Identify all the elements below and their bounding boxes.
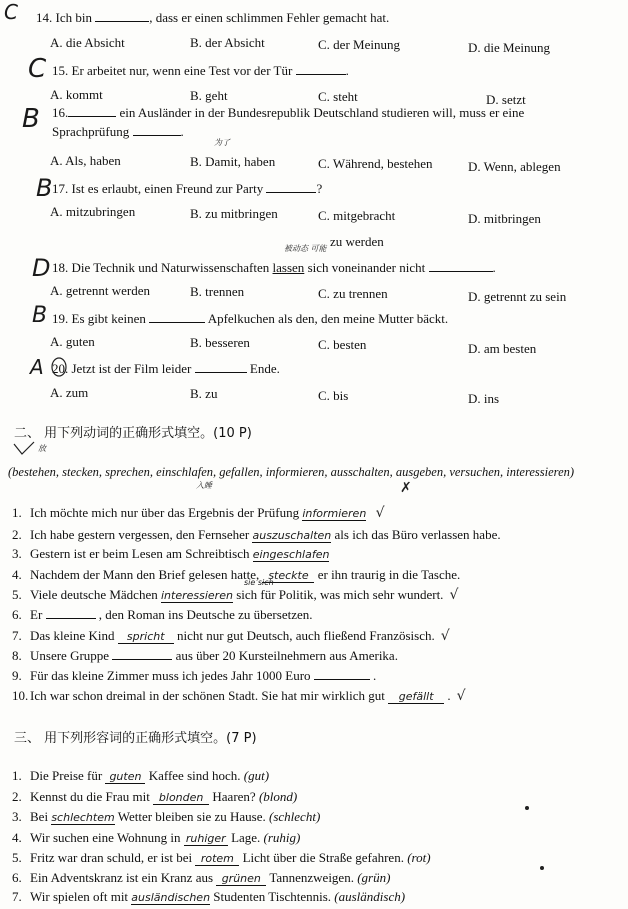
answer-mark-20: A: [30, 355, 44, 379]
handwritten-note-wordlist: 入睡: [196, 481, 212, 490]
option-16-a: A. Als, haben: [50, 153, 121, 168]
answer-blank: eingeschlafen: [252, 548, 330, 561]
question-18: 18. Die Technik und Naturwissenschaften lassen sich voneinander nicht .: [52, 260, 496, 275]
item-text-tail: , den Roman ins Deutsche zu übersetzen.: [98, 607, 313, 622]
check-mark: √: [440, 628, 450, 644]
option-20-b: B. zu: [190, 386, 218, 401]
item-number: 7.: [12, 628, 22, 643]
option-18-d: D. getrennt zu sein: [468, 289, 567, 304]
item-number: 3.: [12, 809, 22, 824]
answer-blank: blonden: [153, 791, 209, 805]
item-text: Viele deutsche Mädchen: [30, 587, 158, 602]
answer-blank: interessieren: [160, 589, 233, 602]
item-number: 9.: [12, 668, 22, 683]
question-15: 15. Er arbeitet nur, wenn eine Test vor der Tür .: [52, 63, 349, 78]
answer-blank: [46, 618, 96, 619]
blank: [296, 74, 346, 75]
section-2-item: [12, 505, 385, 521]
item-text: Ich war schon dreimal in der schönen Stadt. Sie hat mir wirklich gut: [30, 688, 385, 703]
option-19-c: C. besten: [318, 337, 367, 352]
section-3-item: [12, 870, 390, 886]
blank: [429, 271, 493, 272]
option-14-b: B. der Absicht: [190, 35, 265, 50]
option-16-b: B. Damit, haben: [190, 154, 276, 169]
item-text: Ich möchte mich nur über das Ergebnis der Prüfung: [30, 505, 300, 520]
item-text: Wir suchen eine Wohnung in: [30, 830, 181, 845]
answer-blank: rotem: [195, 852, 239, 866]
item-number: 4.: [12, 567, 22, 582]
answer-mark-18: D: [32, 254, 51, 282]
item-text-tail: aus über 20 Kursteilnehmern aus Amerika.: [175, 648, 398, 663]
answer-blank: spricht: [118, 630, 174, 644]
answer-blank: [314, 679, 370, 680]
word-list: (bestehen, stecken, sprechen, einschlafen, gefallen, informieren, ausschalten, ausgeben, versuchen, interessieren): [8, 465, 575, 479]
blank: [133, 135, 181, 136]
check-mark: √: [456, 688, 466, 704]
option-16-d: D. Wenn, ablegen: [468, 159, 561, 174]
ink-dot: [525, 806, 529, 810]
answer-blank: steckte: [262, 569, 314, 583]
item-hint: (ruhig): [263, 830, 301, 845]
item-text: Fritz war dran schuld, er ist bei: [30, 850, 193, 865]
answer-blank: ruhiger: [184, 832, 228, 846]
option-18-a: A. getrennt werden: [50, 283, 150, 298]
cross-mark: ✗: [400, 480, 412, 496]
item-text: Bei: [30, 809, 49, 824]
section-3-item: [12, 768, 269, 784]
item-hint: (ausländisch): [334, 889, 406, 904]
option-20-c: C. bis: [318, 388, 349, 403]
handwritten-note-5: sie sich: [244, 578, 274, 587]
answer-mark-16: B: [22, 104, 40, 134]
item-text: Unsere Gruppe: [30, 648, 110, 663]
item-number: 2.: [12, 527, 22, 542]
question-16-line2: Sprachprüfung .: [52, 124, 184, 139]
option-18-c: C. zu trennen: [318, 286, 388, 301]
item-number: 5.: [12, 587, 22, 602]
item-number: 10.: [12, 688, 29, 703]
section-2-heading: 二、 用下列动词的正确形式填空。(10 P): [14, 426, 252, 441]
answer-blank: schlechtem: [51, 811, 115, 824]
item-text: Die Preise für: [30, 768, 103, 783]
item-number: 2.: [12, 789, 22, 804]
item-number: 8.: [12, 648, 22, 663]
item-number: 6.: [12, 607, 22, 622]
section-2-item: [12, 567, 460, 583]
circle-mark-icon: [50, 356, 68, 378]
item-text: Er: [30, 607, 43, 622]
item-number: 3.: [12, 546, 22, 561]
section-3-item: [12, 850, 431, 866]
option-19-d: D. am besten: [468, 341, 537, 356]
arrow-mark-icon: [12, 440, 36, 456]
handwritten-note-top: 放: [38, 444, 46, 453]
option-19-b: B. besseren: [190, 335, 250, 350]
item-text: Wir spielen oft mit: [30, 889, 129, 904]
option-18-b: B. trennen: [190, 284, 245, 299]
question-17-extra: zu werden: [330, 234, 384, 249]
option-20-d: D. ins: [468, 391, 500, 406]
item-text-tail: Haaren?: [212, 789, 256, 804]
item-text-tail: Tannenzweigen.: [269, 870, 354, 885]
check-mark: √: [449, 587, 459, 603]
item-text-tail: Wetter bleiben sie zu Hause.: [117, 809, 266, 824]
answer-mark-15: C: [28, 54, 47, 84]
item-text-tail: Lage.: [231, 830, 261, 845]
item-text: Für das kleine Zimmer muss ich jedes Jahr 1000 Euro: [30, 668, 311, 683]
section-3-item: [12, 809, 320, 825]
option-20-a: A. zum: [50, 385, 89, 400]
item-text-tail: Kaffee sind hoch.: [148, 768, 241, 783]
section-2-item: [12, 527, 501, 543]
option-17-d: D. mitbringen: [468, 211, 541, 226]
item-text-tail: als ich das Büro verlassen habe.: [334, 527, 501, 542]
check-mark: √: [375, 505, 385, 521]
item-number: 4.: [12, 830, 22, 845]
section-3-item: [12, 830, 300, 846]
blank: [149, 322, 205, 323]
section-2-item: [12, 628, 450, 644]
item-text: Das kleine Kind: [30, 628, 115, 643]
option-19-a: A. guten: [50, 334, 95, 349]
answer-mark-19: B: [32, 303, 48, 328]
answer-blank: informieren: [302, 507, 367, 520]
item-number: 6.: [12, 870, 22, 885]
ink-dot: [540, 866, 544, 870]
blank: [95, 21, 149, 22]
item-number: 1.: [12, 768, 22, 783]
item-hint: (schlecht): [269, 809, 321, 824]
option-14-d: D. die Meinung: [468, 40, 550, 55]
section-3-heading: 三、 用下列形容词的正确形式填空。(7 P): [14, 731, 257, 746]
option-17-c: C. mitgebracht: [318, 208, 396, 223]
option-14-a: A. die Absicht: [50, 35, 125, 50]
item-text-tail: nicht nur gut Deutsch, auch fließend Französisch.: [176, 628, 435, 643]
item-text-tail: .: [373, 668, 377, 683]
handwritten-note-18: 被动态 可能: [284, 244, 327, 253]
answer-mark-14: C: [4, 0, 18, 24]
option-16-c: C. Während, bestehen: [318, 156, 433, 171]
answer-blank: auszuschalten: [252, 529, 332, 542]
section-3-item: [12, 889, 405, 905]
answer-blank: grünen: [216, 872, 266, 886]
item-text: Kennst du die Frau mit: [30, 789, 150, 804]
option-14-c: C. der Meinung: [318, 37, 400, 52]
item-number: 7.: [12, 889, 22, 904]
item-text: Ein Adventskranz ist ein Kranz aus: [30, 870, 214, 885]
section-2-item: [12, 587, 458, 603]
section-2-item: [12, 688, 466, 704]
section-2-item: [12, 668, 376, 684]
handwritten-note-16: 为了: [214, 138, 230, 147]
answer-mark-17: B: [36, 174, 53, 202]
item-text-tail: sich für Politik, was mich sehr wundert.: [236, 587, 444, 602]
question-16-line1: 16. ein Ausländer in der Bundesrepublik Deutschland studieren will, muss er eine: [52, 105, 525, 120]
question-20: 20. Jetzt ist der Film leider Ende.: [52, 361, 280, 376]
item-hint: (grün): [357, 870, 391, 885]
option-15-a: A. kommt: [50, 87, 103, 102]
item-number: 1.: [12, 505, 22, 520]
section-3-item: [12, 789, 297, 805]
blank: [266, 192, 316, 193]
option-15-d: D. setzt: [486, 92, 526, 107]
item-hint: (rot): [407, 850, 431, 865]
item-text: Ich habe gestern vergessen, den Fernseher: [30, 527, 250, 542]
answer-blank: [112, 659, 172, 660]
item-number: 5.: [12, 850, 22, 865]
question-14: 14. Ich bin , dass er einen schlimmen Fehler gemacht hat.: [36, 10, 390, 25]
item-text: Nachdem der Mann den Brief gelesen hatte,: [30, 567, 260, 582]
answer-blank: gefällt: [388, 690, 444, 704]
option-17-a: A. mitzubringen: [50, 204, 136, 219]
item-text-tail: Studenten Tischtennis.: [213, 889, 332, 904]
answer-blank: guten: [105, 770, 145, 784]
blank: [68, 116, 116, 117]
option-15-b: B. geht: [190, 88, 228, 103]
question-19: 19. Es gibt keinen Apfelkuchen als den, den meine Mutter bäckt.: [52, 311, 449, 326]
answer-blank: ausländischen: [131, 891, 211, 904]
blank: [195, 372, 247, 373]
item-hint: (blond): [258, 789, 298, 804]
question-17: 17. Ist es erlaubt, einen Freund zur Party ?: [52, 181, 323, 196]
option-15-c: C. steht: [318, 89, 358, 104]
item-text: Gestern ist er beim Lesen am Schreibtisch: [30, 546, 250, 561]
item-hint: (gut): [243, 768, 270, 783]
option-17-b: B. zu mitbringen: [190, 206, 278, 221]
section-2-item: [12, 607, 313, 623]
section-2-item: [12, 648, 398, 664]
item-text-tail: er ihn traurig in die Tasche.: [317, 567, 461, 582]
section-2-item: [12, 546, 329, 562]
item-text-tail: Licht über die Straße gefahren.: [242, 850, 404, 865]
item-text-tail: .: [447, 688, 451, 703]
